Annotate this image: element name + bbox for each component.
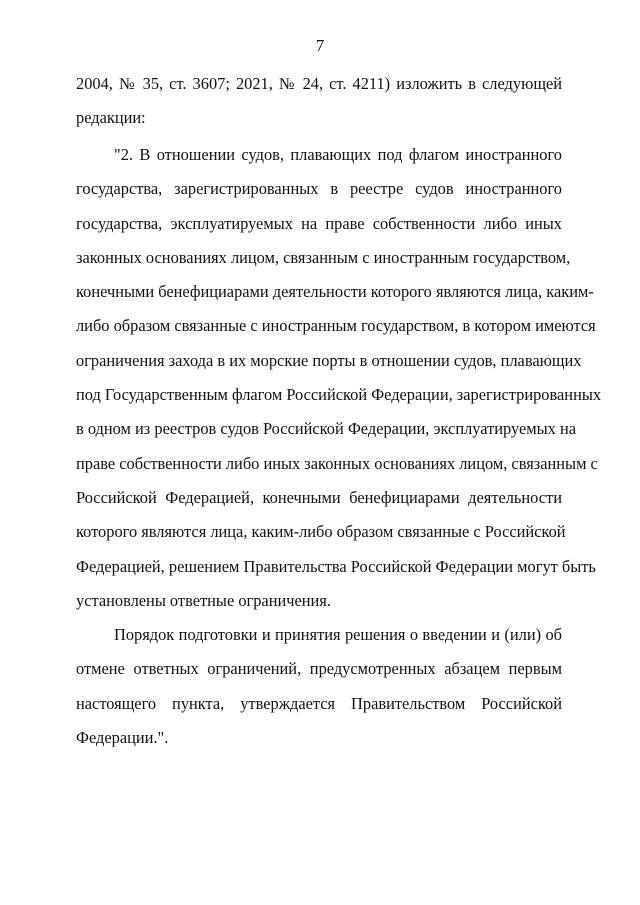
paragraph-procedure: [76, 618, 562, 755]
text-line: Порядок подготовки и принятия решения о введении и (или) об: [114, 625, 562, 644]
text-line: законных основаниях лицом, связанным с иностранным государством,: [76, 247, 571, 267]
text-line: Российской Федерацией, конечными бенефициарами деятельности: [76, 487, 562, 507]
text-line: государства, зарегистрированных в реестре судов иностранного: [76, 179, 562, 199]
text-line: либо образом связанные с иностранным государством, в котором имеются: [76, 316, 596, 336]
text-line: под Государственным флагом Российской Федерации, зарегистрированных: [76, 385, 602, 405]
text-line: Федерации.".: [76, 727, 169, 747]
paragraph-clause-2: [76, 138, 602, 618]
text-line: Федерацией, решением Правительства Российской Федерации могут быть: [76, 556, 596, 576]
text-line: государства, эксплуатируемых на праве собственности либо иных: [76, 213, 562, 233]
text-line: праве собственности либо иных законных основаниях лицом, связанным с: [76, 453, 598, 473]
text-line: редакции:: [76, 108, 146, 128]
text-line: в одном из реестров судов Российской Федерации, эксплуатируемых на: [76, 419, 576, 439]
paragraph-amendment-intro: [76, 67, 562, 136]
text-line: конечными бенефициарами деятельности которого являются лица, каким-: [76, 282, 594, 302]
text-line: настоящего пункта, утверждается Правительством Российской: [76, 693, 562, 713]
text-line: "2. В отношении судов, плавающих под флагом иностранного: [114, 145, 562, 164]
text-line: 2004, № 35, ст. 3607; 2021, № 24, ст. 4211) изложить в следующей: [76, 74, 562, 93]
text-line: ограничения захода в их морские порты в отношении судов, плавающих: [76, 350, 582, 370]
text-line: установлены ответные ограничения.: [76, 590, 331, 610]
text-line: отмене ответных ограничений, предусмотренных абзацем первым: [76, 659, 562, 679]
page-number: 7: [315, 36, 325, 55]
text-line: которого являются лица, каким-либо образом связанные с Российской: [76, 522, 566, 542]
